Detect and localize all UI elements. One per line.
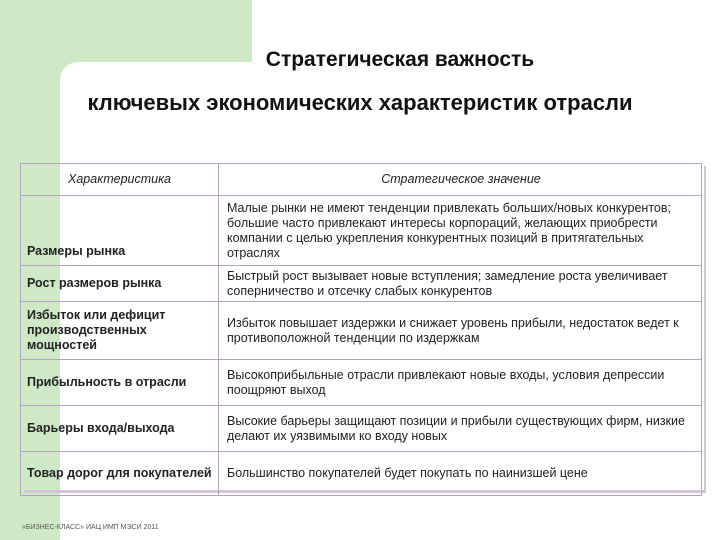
- header-characteristic: Характеристика: [21, 164, 219, 196]
- row-name: Барьеры входа/выхода: [21, 406, 219, 452]
- page-title-line1: Стратегическая важность: [265, 48, 535, 71]
- header-strategic-meaning: Стратегическое значение: [219, 164, 702, 196]
- table-row: [21, 406, 702, 452]
- row-name: Рост размеров рынка: [21, 266, 219, 302]
- table-row: [21, 302, 702, 360]
- row-text: Малые рынки не имеют тенденции привлекать больших/новых конкурентов; большие часто привлекают интересы корпораций, желающих приобрести компании с целью укрепления конкурентных позиций в притягательных отраслях: [219, 196, 702, 266]
- row-name: Размеры рынка: [21, 196, 219, 266]
- row-name: Товар дорог для покупателей: [21, 452, 219, 496]
- characteristics-table: [20, 163, 702, 496]
- row-text: Высокоприбыльные отрасли привлекают новые входы, условия депрессии поощряют выход: [219, 360, 702, 406]
- row-text: Быстрый рост вызывает новые вступления; замедление роста увеличивает соперничество и отсечку слабых конкурентов: [219, 266, 702, 302]
- row-text: Избыток повышает издержки и снижает уровень прибыли, недостаток ведет к противоположной тенденции по издержкам: [219, 302, 702, 360]
- table-header-row: [21, 164, 702, 196]
- table-row: [21, 452, 702, 496]
- table-row: [21, 266, 702, 302]
- row-text: Высокие барьеры защищают позиции и прибыли существующих фирм, низкие делают их уязвимыми ко входу новых: [219, 406, 702, 452]
- table-row: [21, 196, 702, 266]
- row-name: Избыток или дефицит производственных мощностей: [21, 302, 219, 360]
- row-text: Большинство покупателей будет покупать по наинизшей цене: [219, 452, 702, 496]
- table-row: [21, 360, 702, 406]
- footer-text: «БИЗНЕС-КЛАСС» ИАЦ ИМП МЭСИ 2011: [22, 524, 159, 531]
- row-name: Прибыльность в отрасли: [21, 360, 219, 406]
- page-title-line2: ключевых экономических характеристик отрасли: [87, 90, 633, 115]
